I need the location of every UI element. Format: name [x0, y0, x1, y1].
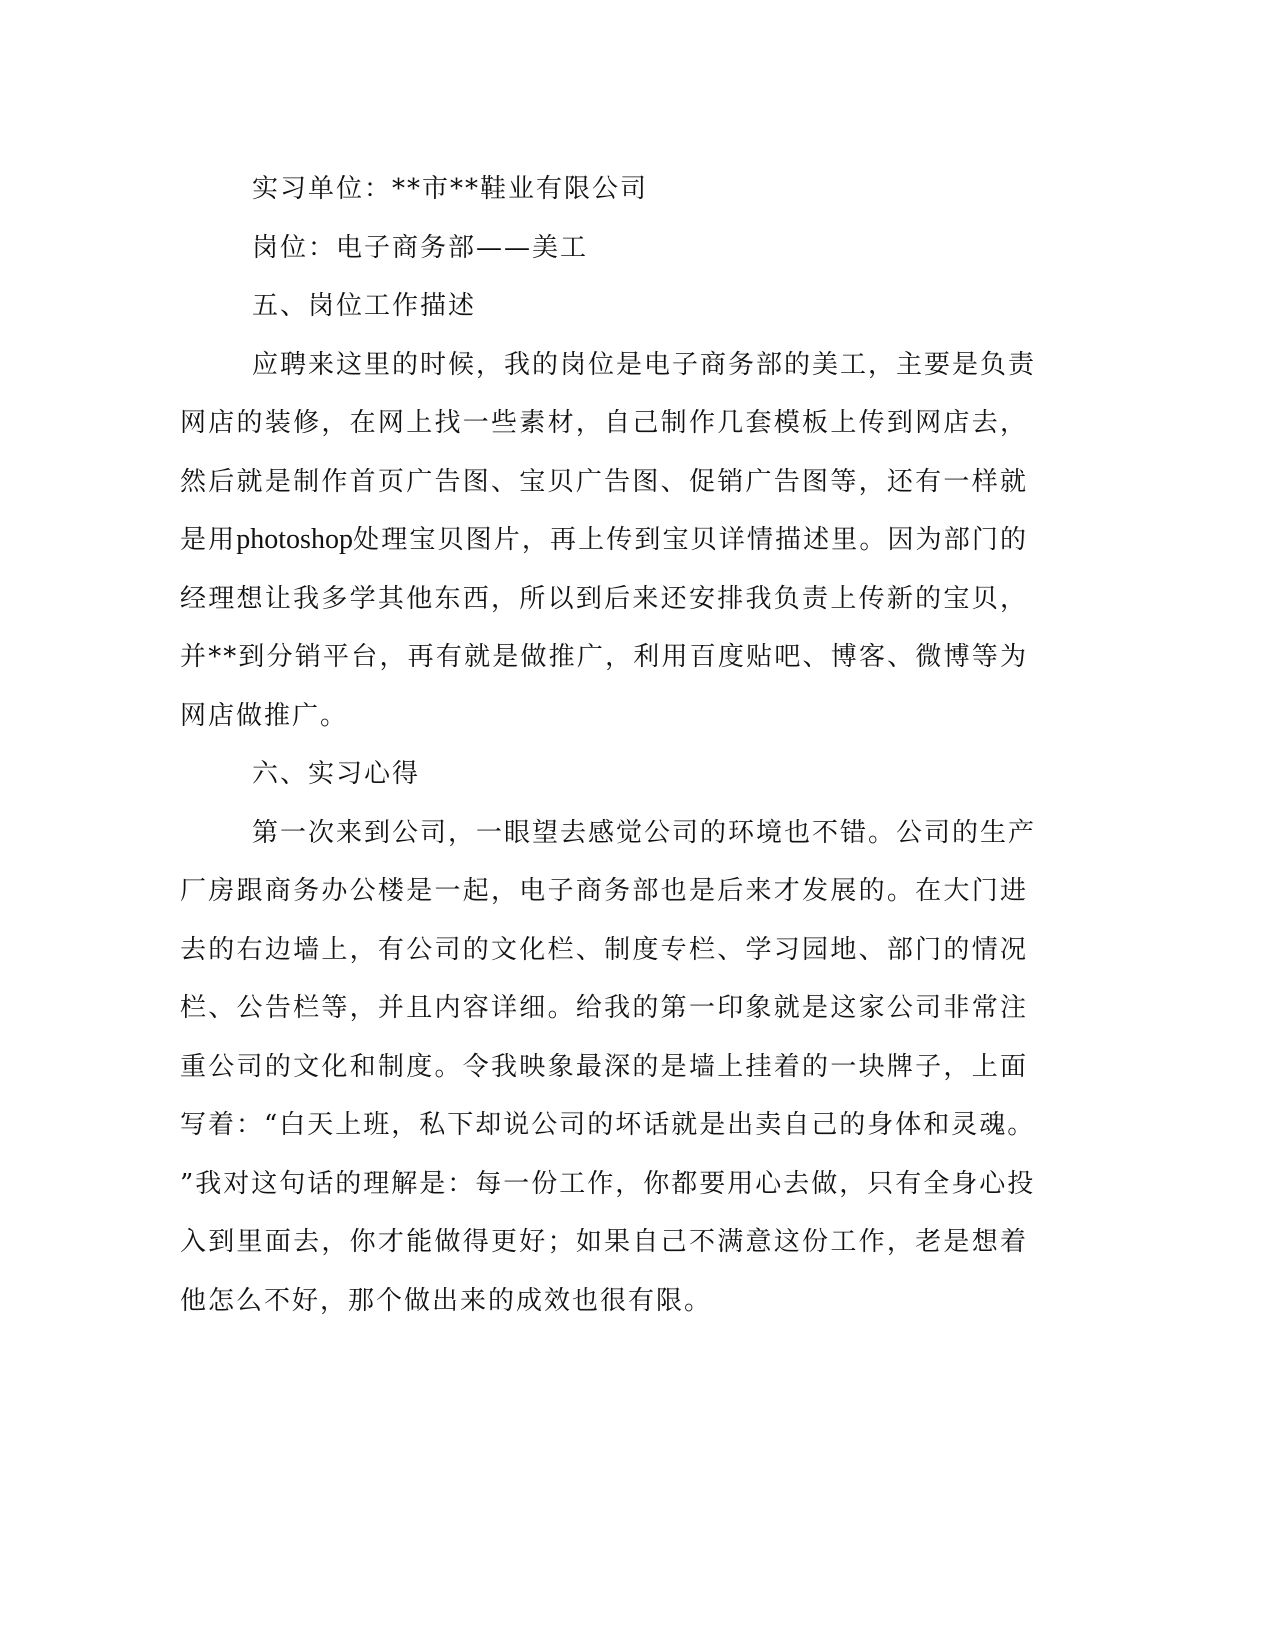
paragraph-line: 然后就是制作首页广告图、宝贝广告图、促销广告图等，还有一样就	[180, 466, 1028, 497]
text-fragment: 是用	[180, 525, 237, 555]
text-fragment: 处理宝贝图片，再上传到宝贝详情描述里。因为部门的	[352, 525, 1028, 555]
paragraph-line: 网店的装修，在网上找一些素材，自己制作几套模板上传到网店去，	[180, 408, 1028, 438]
paragraph-line: 他怎么不好，那个做出来的成效也很有限。	[180, 1285, 713, 1316]
paragraph-line: 厂房跟商务办公楼是一起，电子商务部也是后来才发展的。在大门进	[180, 876, 1028, 906]
position-line: 岗位：电子商务部——美工	[252, 232, 589, 263]
job-description-paragraph	[180, 336, 1037, 746]
internship-unit-line: 实习单位：**市**鞋业有限公司	[252, 174, 649, 204]
section-heading-internship-reflections: 六、实习心得	[252, 759, 421, 789]
document-body	[180, 160, 1037, 1330]
latin-word: photoshop	[236, 524, 353, 555]
paragraph-line: ”我对这句话的理解是：每一份工作，你都要用心去做，只有全身心投	[180, 1168, 1036, 1199]
paragraph-line: 并**到分销平台，再有就是做推广，利用百度贴吧、博客、微博等为	[180, 642, 1028, 672]
paragraph-line: 去的右边墙上，有公司的文化栏、制度专栏、学习园地、部门的情况	[180, 934, 1028, 965]
paragraph-line: 重公司的文化和制度。令我映象最深的是墙上挂着的一块牌子，上面	[180, 1051, 1028, 1082]
reflections-paragraph	[180, 804, 1037, 1331]
section-heading-job-description: 五、岗位工作描述	[252, 291, 477, 321]
paragraph-line: 网店做推广。	[180, 700, 349, 731]
paragraph-line: 写着：“白天上班，私下却说公司的坏话就是出卖自己的身体和灵魂。	[180, 1110, 1036, 1140]
paragraph-line: 应聘来这里的时候，我的岗位是电子商务部的美工，主要是负责	[252, 349, 1037, 380]
paragraph-line	[180, 511, 1028, 570]
paragraph-line: 经理想让我多学其他东西，所以到后来还安排我负责上传新的宝贝，	[180, 583, 1028, 614]
paragraph-line: 入到里面去，你才能做得更好；如果自己不满意这份工作，老是想着	[180, 1227, 1028, 1257]
paragraph-line: 栏、公告栏等，并且内容详细。给我的第一印象就是这家公司非常注	[180, 993, 1028, 1023]
paragraph-line: 第一次来到公司，一眼望去感觉公司的环境也不错。公司的生产	[252, 817, 1037, 848]
